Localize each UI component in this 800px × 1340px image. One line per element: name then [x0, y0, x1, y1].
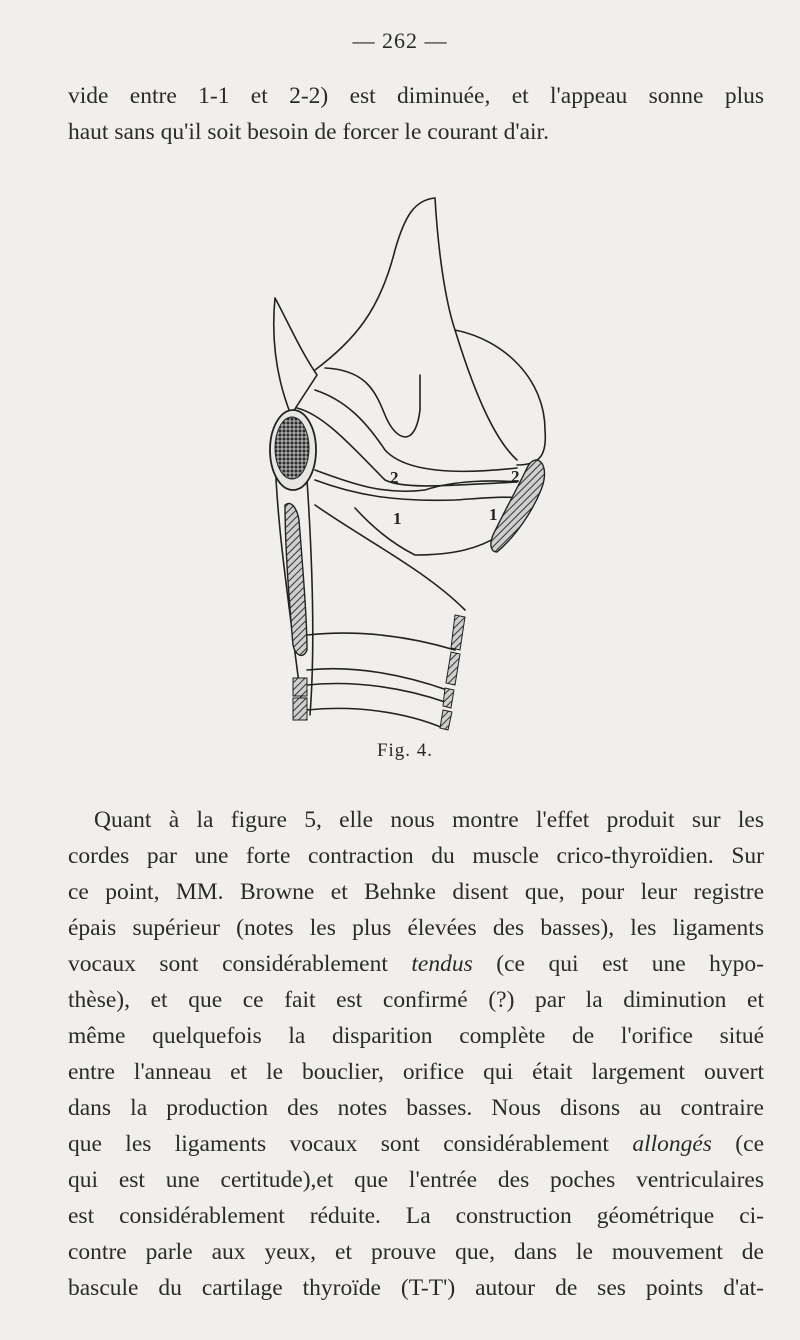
text-line	[68, 946, 764, 982]
main-paragraph	[68, 802, 764, 1306]
trachea-ring	[307, 633, 455, 650]
text-line: vide entre 1-1 et 2-2) est diminuée, et l'appeau sonne plus	[68, 83, 764, 109]
text-segment: entre l'anneau et le bouclier, orifice qui était largement ouvert	[68, 1059, 764, 1085]
hatched-block	[293, 678, 307, 696]
figure-label: 2	[511, 467, 520, 486]
text-segment: ce point, MM. Browne et Behnke disent que, pour leur registre	[68, 879, 764, 905]
text-line	[68, 1270, 764, 1306]
text-line	[68, 838, 764, 874]
text-segment: contre parle aux yeux, et prouve que, dans le mouvement de	[68, 1239, 764, 1265]
cartilage-spike	[315, 198, 517, 460]
page-number: — 262 —	[352, 28, 448, 53]
figure-label: 1	[393, 509, 402, 528]
text-segment: (ce qui est une hypo-	[472, 951, 765, 977]
text-segment: vocaux sont considérablement	[68, 951, 412, 977]
figure-caption: Fig. 4.	[376, 740, 434, 761]
text-line	[68, 982, 764, 1018]
italic-term: tendus	[411, 951, 473, 977]
larynx-figure	[255, 190, 555, 740]
text-segment: que les ligaments vocaux sont considérablement	[68, 1131, 633, 1157]
text-line	[68, 910, 764, 946]
text-line	[68, 1198, 764, 1234]
vocal-cord-2	[315, 470, 517, 491]
arytenoid-horn	[274, 298, 317, 415]
text-line	[68, 1126, 764, 1162]
text-segment: est considérablement réduite. La construction géométrique ci-	[68, 1203, 764, 1229]
text-segment: bascule du cartilage thyroïde (T-T') autour de ses points d'at-	[68, 1275, 764, 1301]
trachea-ring	[307, 684, 445, 702]
text-segment: Quant à la figure 5, elle nous montre l'effet produit sur les	[94, 807, 764, 833]
text-segment: (ce	[711, 1131, 764, 1157]
text-line	[68, 1234, 764, 1270]
text-segment: qui est une certitude),et que l'entrée des poches ventriculaires	[68, 1167, 764, 1193]
text-segment: épais supérieur (notes les plus élevées des basses), les ligaments	[68, 915, 764, 941]
text-segment: cordes par une forte contraction du muscle crico-thyroïdien. Sur	[68, 843, 764, 869]
text-line	[68, 874, 764, 910]
figure-label: 2	[390, 468, 399, 487]
intro-paragraph	[68, 78, 764, 150]
thyroid-outline	[455, 330, 545, 465]
text-segment: thèse), et que ce fait est confirmé (?) par la diminution et	[68, 987, 764, 1013]
text-line: haut sans qu'il soit besoin de forcer le courant d'air.	[68, 119, 549, 145]
hatched-block	[293, 698, 307, 720]
text-line	[68, 1090, 764, 1126]
text-line	[68, 1162, 764, 1198]
text-segment: dans la production des notes basses. Nous disons au contraire	[68, 1095, 764, 1121]
italic-term: allongés	[632, 1131, 712, 1157]
trachea-ring	[307, 708, 443, 728]
hatched-bar-left	[285, 503, 307, 655]
text-line	[68, 1054, 764, 1090]
text-line	[68, 802, 764, 838]
text-segment: même quelquefois la disparition complète de l'orifice situé	[68, 1023, 764, 1049]
figure-label: 1	[489, 505, 498, 524]
text-line	[68, 1018, 764, 1054]
